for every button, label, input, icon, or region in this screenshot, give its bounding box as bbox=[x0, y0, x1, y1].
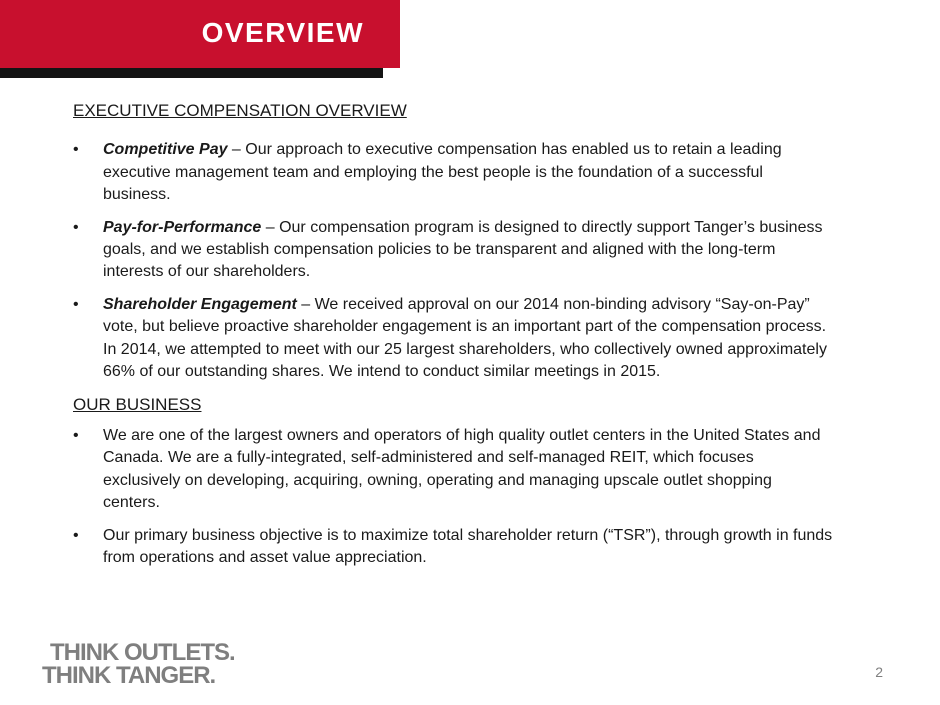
bullet-text: – We received approval on our 2014 non-binding advisory “Say-on-Pay” vote, but believe proactive shareholder engagement is an important part of the compensation process. In 2014, we attempted to meet with our 25 largest shareholders, who collectively owned approximately 66% of our outstanding shares. We intend to conduct similar meetings in 2015. bbox=[103, 295, 827, 381]
section-heading-executive-compensation: EXECUTIVE COMPENSATION OVERVIEW bbox=[73, 101, 407, 120]
bullet-icon: • bbox=[73, 295, 79, 313]
list-item bbox=[73, 425, 833, 515]
tanger-logo bbox=[42, 641, 235, 687]
logo-line-1: THINK OUTLETS. bbox=[50, 639, 235, 666]
page-title: OVERVIEW bbox=[201, 17, 364, 48]
bullet-text: – Our compensation program is designed to directly support Tanger’s business goals, and we establish compensation policies to be transparent and aligned with the long-term interests of our shareholders. bbox=[103, 218, 823, 281]
bullet-text: We are one of the largest owners and operators of high quality outlet centers in the United States and Canada. We are a fully-integrated, self-administered and self-managed REIT, which focuses exclusively on developing, acquiring, owning, operating and managing upscale outlet shopping centers. bbox=[103, 426, 821, 512]
page-number: 2 bbox=[875, 664, 883, 680]
bullet-lead: Competitive Pay bbox=[103, 141, 228, 159]
logo-line-2: THINK TANGER. bbox=[42, 662, 216, 689]
bullet-icon: • bbox=[73, 526, 79, 544]
bullet-lead: Pay-for-Performance bbox=[103, 218, 262, 236]
list-item bbox=[73, 217, 833, 284]
slide-content bbox=[73, 100, 833, 579]
header-banner bbox=[0, 0, 400, 68]
bullet-text: – Our approach to executive compensation has enabled us to retain a leading executive management team and employing the best people is the foundation of a successful business. bbox=[103, 141, 782, 204]
list-item bbox=[73, 139, 833, 206]
list-item bbox=[73, 525, 833, 570]
bullet-icon: • bbox=[73, 426, 79, 444]
bullet-lead: Shareholder Engagement bbox=[103, 295, 297, 313]
bullet-text: Our primary business objective is to maximize total shareholder return (“TSR”), through growth in funds from operations and asset value appreciation. bbox=[103, 526, 833, 566]
bullet-icon: • bbox=[73, 218, 79, 236]
bullet-icon: • bbox=[73, 141, 79, 159]
our-business-list bbox=[73, 425, 833, 569]
section-heading-our-business: OUR BUSINESS bbox=[73, 395, 202, 415]
executive-compensation-list bbox=[73, 139, 833, 383]
list-item bbox=[73, 294, 833, 384]
